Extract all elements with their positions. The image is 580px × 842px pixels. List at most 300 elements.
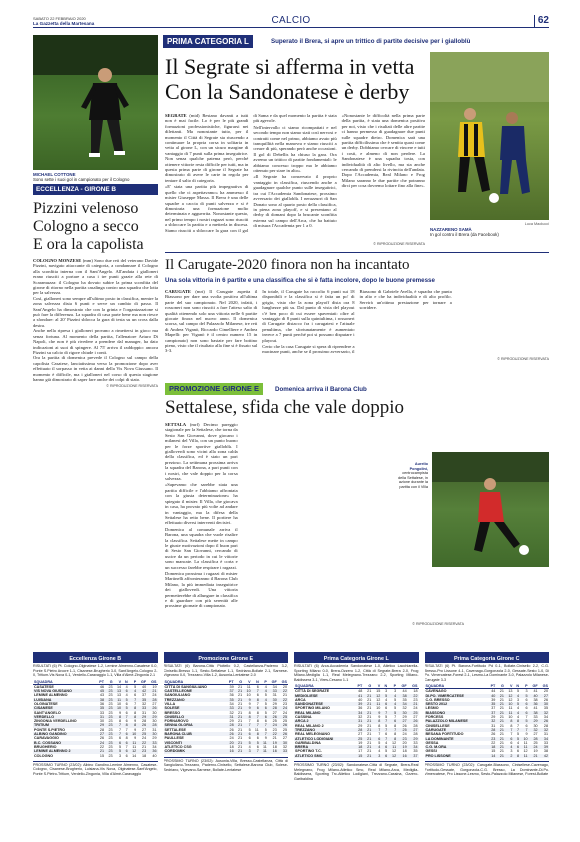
table-cell: 7 [252, 689, 260, 693]
table-cell: 6 [122, 732, 129, 736]
table-cell: 25 [278, 715, 288, 719]
table-cell: 11 [508, 706, 513, 711]
column-header: PT [353, 684, 363, 689]
table-cell: 3 [385, 689, 388, 694]
table-cell: 23 [105, 741, 114, 745]
column-header: GS [147, 680, 157, 685]
table-cell: 7 [114, 723, 123, 727]
table-cell: 29 [229, 719, 234, 724]
table-cell: 23 [272, 727, 277, 732]
table-cell: 37 [225, 689, 234, 693]
table-cell: 21 [499, 697, 504, 702]
table-cell: 5 [520, 719, 529, 723]
caption-name: MICHAEL COTTONE [33, 172, 76, 177]
table-cell: 5 [513, 737, 520, 741]
table-cell: 26 [147, 706, 157, 710]
table-cell: 7 [248, 719, 251, 724]
table-cell: 6 [248, 736, 251, 741]
table-cell: 21 [367, 706, 372, 711]
table-cell: B.C. COSSANO [33, 741, 96, 745]
table-cell: 21 [235, 749, 244, 753]
table-cell: 21 [142, 744, 147, 749]
table-cell: 32 [529, 728, 539, 732]
table-cell: 21 [499, 740, 504, 745]
table-cell: 10 [129, 732, 138, 736]
table-cell: 26 [491, 732, 496, 737]
table-cell: 6 [125, 710, 128, 715]
table-cell: 26 [402, 723, 407, 728]
table-cell: 46 [99, 684, 105, 689]
table-cell: 26 [539, 719, 549, 723]
table-cell: 18 [272, 744, 277, 749]
table-cell: 9 [134, 736, 137, 741]
caption-name: NAZZARENO SAMÀ [430, 227, 472, 233]
table-cell: 41 [353, 694, 363, 698]
table-cell: 6 [125, 701, 128, 706]
table-cell: 32 [282, 744, 287, 749]
table-cell: 31 [152, 727, 157, 732]
table-cell: 7 [129, 698, 138, 702]
table-cell: 25 [408, 711, 419, 715]
table-cell: 10 [505, 702, 514, 706]
table-cell: 7 [122, 715, 129, 719]
column-header: GF [137, 680, 147, 685]
table-cell: 23 [413, 697, 418, 702]
settalese-headline: Settalese, sfida che vale doppio [165, 397, 405, 418]
table-cell: 36 [358, 706, 363, 711]
table-cell: 35 [413, 749, 418, 754]
table-cell: 23 [108, 710, 113, 715]
table-cell: 10 [117, 701, 122, 706]
table-cell: 29 [137, 715, 147, 719]
table-cell: 35 [137, 698, 147, 702]
table-cell: ZINGONIA VERDELLINO [34, 719, 77, 724]
table-cell: 25 [272, 719, 277, 724]
table-cell: ALBINO GANDINO [33, 732, 96, 736]
table-cell: 31 [353, 719, 363, 723]
table-cell: 21 [235, 723, 244, 727]
table-cell: 4 [513, 694, 520, 698]
standings-block [294, 652, 419, 830]
table-cell: 28 [529, 737, 539, 741]
table-cell: 36 [99, 701, 105, 706]
table-cell: 27 [408, 728, 419, 732]
table-cell: CASATESE [34, 684, 54, 689]
table-cell: 26 [408, 719, 419, 723]
table-cell: 8 [510, 723, 513, 728]
table-cell: LEMINE ALMENNO [34, 693, 68, 698]
table-cell: 5 [264, 710, 267, 715]
table-cell: 7 [520, 728, 529, 732]
table-cell: 23 [137, 749, 147, 753]
table-cell: 8 [256, 710, 259, 715]
table-cell: 6 [260, 706, 268, 710]
table-cell: 21 [282, 693, 287, 698]
table-cell: 39 [229, 684, 234, 689]
table-cell: 43 [99, 693, 105, 698]
table-cell: 23 [105, 715, 114, 719]
table-cell: 6 [256, 736, 259, 741]
table-cell: 37 [142, 693, 147, 698]
header-paper: La Gazzetta della Martesana [33, 21, 95, 26]
table-cell: CINISELLO [164, 715, 226, 719]
table-cell: 6 [252, 706, 260, 710]
table-cell: 29 [272, 701, 277, 706]
table-cell: 40 [142, 684, 147, 689]
table-cell: TREZZANO [164, 698, 226, 702]
table-cell: 2 [505, 754, 514, 758]
table-cell: 6 [385, 706, 388, 711]
table-cell: 21 [529, 754, 539, 758]
table-cell: 8 [243, 715, 252, 719]
table-cell: OLGINATESE [34, 701, 58, 706]
table-cell: ARCA 2 [294, 719, 353, 723]
table-cell: 9 [264, 736, 267, 741]
table-cell: 4 [385, 697, 388, 702]
table-cell: 19 [152, 684, 157, 689]
table-cell: 29 [408, 737, 419, 741]
table-cell: 28 [225, 723, 234, 727]
table-cell: 41 [533, 706, 538, 711]
table-cell: 21 [238, 736, 243, 741]
column-header: PT [487, 684, 496, 689]
table-cell: ATLETICO LODIGIANI [294, 737, 353, 741]
table-cell: 25 [282, 727, 287, 732]
table-cell: 24 [229, 736, 234, 741]
table-cell: 3 [119, 753, 122, 758]
table-cell: 21 [363, 694, 372, 698]
table-cell: 5 [264, 727, 267, 732]
table-cell: 26 [543, 697, 548, 702]
table-cell: REAL MILANO 2 [295, 723, 324, 728]
table-cell: 23 [108, 701, 113, 706]
dateline: SETTALA [165, 422, 187, 427]
table-cell: VIS NOVA GIUSSANO [33, 689, 96, 693]
table-cell: 8 [388, 737, 397, 741]
table-cell: 12 [129, 749, 138, 753]
standings-title: Prima Categoria Girone L [294, 655, 419, 663]
table-cell: 5 [122, 698, 129, 702]
table-cell: 8 [513, 754, 520, 758]
table-cell: TRITIUM [33, 723, 96, 727]
table-cell: 6 [260, 715, 268, 719]
table-cell: 18 [487, 745, 496, 749]
table-cell: 23 [105, 749, 114, 753]
standings-block [164, 652, 289, 830]
table-cell: 7 [256, 701, 259, 706]
table-cell: CORDOMIK [164, 749, 226, 753]
table-cell: 28 [487, 728, 496, 732]
table-cell: FORNAROVO [164, 719, 189, 724]
table-cell: 16 [268, 749, 278, 753]
table-cell: 18 [229, 744, 234, 749]
table-cell: 19 [533, 749, 538, 754]
column-header: N [122, 680, 129, 685]
table-cell: 20 [543, 689, 548, 694]
table-cell: 21 [367, 749, 372, 754]
table-cell: 21 [238, 684, 243, 689]
table-cell: 7 [114, 732, 123, 736]
table-cell: 34 [229, 701, 234, 706]
table-cell: 20 [225, 741, 234, 745]
table-cell: 8 [394, 723, 397, 728]
table-cell: 5 [122, 706, 129, 710]
table-cell: 21 [238, 744, 243, 749]
table-cell: 8 [114, 715, 123, 719]
table-cell: 38 [533, 697, 538, 702]
column-header: PT [225, 680, 234, 685]
table-cell: 5 [516, 689, 520, 694]
table-cell: 7 [513, 728, 520, 732]
headline-line-2: Con la Sandonatese è derby [165, 79, 410, 104]
table-cell: 21 [363, 745, 372, 749]
table-cell: SANT'ANGELO [34, 710, 61, 715]
carugate-deck: Una sola vittoria in 6 partite e una classifica che si è fatta incolore, dopo le buone premesse [165, 277, 435, 284]
table-cell: CASSINA [295, 715, 312, 720]
table-cell: 21 [496, 719, 505, 723]
table-cell: 7 [525, 715, 528, 720]
table-cell: 12 [372, 694, 381, 698]
table-cell: 27 [533, 732, 538, 737]
results-text: RISULTATI (6) Pt. Barona-Fortitudo Pd 0-1, Bollate-Cinisello 2-2, C.G. Bresso-Pro Lissone 4-1, Cavenago-Gorgonzola 2-0, Gessate-Sesto 1-0, Di Po. Vimercatese-Forest 2-1, Lesmo-La Dominante 3-0, Palazzolo Milanese-Carugate 3-3 [424, 664, 549, 682]
table-cell: 3 [525, 689, 528, 694]
table-cell: 6 [520, 702, 529, 706]
standings-table [33, 680, 158, 758]
table-cell: 39 [539, 745, 549, 749]
table-cell: 38 [543, 749, 548, 754]
column-header: SQUADRA [294, 684, 353, 689]
table-cell: 6 [388, 719, 397, 723]
copyright-note: © RIPRODUZIONE RISERVATA [106, 384, 158, 389]
table-cell: 23 [108, 744, 113, 749]
table-cell: 21 [238, 727, 243, 732]
table-cell: 19 [397, 745, 408, 749]
table-cell: 6 [119, 736, 122, 741]
table-cell: 32 [229, 710, 234, 715]
table-cell: 22 [408, 694, 419, 698]
table-cell: 4 [385, 740, 388, 745]
settalese-kicker-row [165, 383, 549, 395]
table-cell: 16 [225, 749, 234, 753]
table-cell: ATLETICO SMC [294, 754, 353, 758]
copyright-note: © RIPRODUZIONE RISERVATA [497, 357, 549, 361]
table-cell: 11 [246, 684, 251, 689]
table-cell: 21 [496, 745, 505, 749]
next-round-text: PROSSIMO TURNO (23/02): Ausonia-Villa, Bresso-Castellanza, Città di Sangiuliano-Trezzano, Paderno-Cinisello, Settalese-Barona Club, Solese-Sedriano, Vigevano-Sarnese, Bollate-Lentatese [163, 758, 288, 772]
column-header: N [252, 680, 260, 685]
table-cell: 21 [367, 732, 372, 737]
table-cell: 40 [152, 753, 157, 758]
table-cell: SPORTING MILANO [295, 706, 330, 711]
table-cell: 23 [108, 693, 113, 698]
table-cell: LA DOMINANTE [425, 737, 487, 741]
headline-line-1: Il Segrate si afferma in vetta [165, 54, 415, 79]
standings-table [164, 680, 289, 754]
table-cell: 21 [238, 701, 243, 706]
table-cell: 35 [487, 702, 496, 706]
table-cell: 21 [363, 702, 372, 706]
table-cell: 6 [125, 753, 128, 758]
table-cell: 26 [278, 732, 288, 736]
table-cell: 13 [114, 689, 123, 693]
column-header: SQUADRA [425, 684, 487, 689]
column-header: GS [278, 680, 288, 685]
column-header: GF [397, 684, 408, 689]
table-cell: 24 [529, 745, 539, 749]
table-cell: LEMINE ALMENNO 2 [33, 749, 96, 753]
table-cell: 23 [105, 732, 114, 736]
table-cell: 21 [235, 732, 244, 736]
table-cell: 9 [243, 706, 252, 710]
column-header: N [381, 684, 388, 689]
table-cell: 5 [516, 732, 520, 737]
table-cell: 8 [256, 719, 259, 724]
table-cell: 25 [137, 732, 147, 736]
table-cell: 26 [225, 732, 234, 736]
table-cell: 7 [516, 723, 520, 728]
table-cell: 21 [496, 728, 505, 732]
table-cell: 18 [402, 749, 407, 754]
eccellenza-label: ECCELLENZA - GIRONE B [33, 184, 158, 195]
next-round-text: PROSSIMO TURNO (23/02): Sandonatese-Città di Segrate, Brera-Real Melegnano, Frog Milano-Atletico Smc, Real Milano-Arca, Mediglia-Baldissera, Sporting Trc-Atletico Lodigiani, Trezzano-Cassina, Ozzero-Garibaldina [294, 763, 419, 781]
table-cell: 23 [108, 684, 113, 689]
standings-title: Prima Categoria Girone C [425, 655, 550, 663]
player-figure-icon [33, 35, 158, 170]
table-cell: 23 [108, 719, 113, 724]
table-cell: 4 [125, 684, 128, 689]
column-header: SQUADRA [33, 680, 96, 685]
table-cell: 6 [513, 745, 520, 749]
table-cell: 4 [388, 694, 397, 698]
table-cell: 20 [282, 684, 287, 689]
table-cell: 21 [235, 741, 244, 745]
table-cell: 14 [487, 754, 496, 758]
table-cell: CARAVAGGIO [34, 736, 59, 741]
column-header: G [105, 680, 114, 685]
table-cell: CINISELLESE [425, 723, 450, 728]
table-cell: CASTELLEONE [164, 689, 226, 693]
table-cell: 10 [246, 693, 251, 698]
table-cell: 24 [96, 741, 105, 745]
table-cell: 11 [129, 741, 138, 745]
table-cell: 21 [363, 719, 372, 723]
table-cell: BRESSO [164, 710, 181, 715]
table-cell: 5 [264, 701, 267, 706]
table-cell: 6 [256, 744, 259, 749]
table-cell: 25 [533, 740, 538, 745]
table-cell: 40 [529, 694, 539, 698]
table-cell: 27 [282, 736, 287, 741]
table-cell: 9 [372, 711, 381, 715]
table-cell: SANDONATESE [294, 702, 353, 706]
table-cell: 27 [358, 732, 363, 737]
column-header: N [513, 684, 520, 689]
table-cell: 10 [114, 706, 123, 710]
table-cell: 27 [152, 701, 157, 706]
table-cell: 11 [520, 754, 529, 758]
results-text: RISULTATI (6) Arca-Accademia Sandonatese 1-0, Atletico Lacchiarella-Sporting Milano 0-0, Brera-Ozzero 1-2, Città di Segrate-Brera 2-0, Frog Milano-Mediglia 1-1, Real Melegnano-Trezzano 2-2, Sporting Milano-Baldissera 3-1, Vires-Cesano 1-1 [294, 664, 419, 682]
table-cell: 11 [523, 740, 528, 745]
table-cell: 3 [516, 697, 520, 702]
table-cell: 33 [413, 740, 418, 745]
table-cell: 17 [358, 749, 363, 754]
table-cell: 26 [268, 715, 278, 719]
table-cell: 5 [378, 740, 381, 745]
table-cell: 8 [129, 706, 138, 710]
table-cell: PRO LISSONE [425, 754, 487, 758]
table-cell: 4 [129, 689, 138, 693]
header-date: SABATO 22 FEBBRAIO 2020 [33, 16, 86, 21]
table-cell: 34 [152, 744, 157, 749]
table-cell: MEDIGLIESE [294, 694, 353, 698]
table-cell: 5 [513, 702, 520, 706]
table-cell: 34 [397, 702, 408, 706]
table-cell: PALAZZOLO MILANESE [425, 719, 487, 723]
table-cell: 27 [397, 719, 408, 723]
table-cell: REAL MELEGNANO [295, 732, 330, 737]
table-cell: SOLESE [164, 706, 226, 710]
table-cell: LESMO [425, 706, 439, 711]
table-cell: 4 [260, 698, 268, 702]
table-cell: BRUGHERIO [34, 744, 57, 749]
table-cell: 21 [363, 754, 372, 758]
table-cell: VERDELLO [33, 715, 96, 719]
table-cell: 27 [96, 732, 105, 736]
table-cell: FORCESS [425, 715, 444, 720]
table-cell: 32 [487, 719, 496, 723]
top-kicker-row [163, 35, 549, 48]
table-cell: 9 [525, 732, 528, 737]
table-cell: 21 [496, 702, 505, 706]
caption-text: In gol contro il Brera (da Facebook) [430, 232, 499, 238]
table-cell: 34 [543, 715, 548, 720]
table-cell: 26 [99, 736, 105, 741]
table-cell: VILLA [164, 701, 176, 706]
table-cell: 35 [96, 706, 105, 710]
table-cell: 27 [413, 715, 418, 720]
table-cell: 32 [539, 711, 549, 715]
table-cell: 33 [533, 715, 538, 720]
table-cell: 7 [510, 732, 513, 737]
copyright-note: © RIPRODUZIONE RISERVATA [373, 242, 425, 246]
table-cell: 4 [378, 749, 381, 754]
standings-block [33, 652, 158, 830]
category-label: PRIMA CATEGORIA L [163, 35, 253, 48]
table-cell: 29 [147, 715, 157, 719]
dateline: CARUGATE [165, 289, 191, 294]
table-cell: SANGIULIANO [164, 693, 191, 698]
table-cell: 28 [147, 698, 157, 702]
table-cell: 6 [122, 749, 129, 753]
column-header: P [260, 680, 268, 685]
table-cell: 7 [381, 711, 388, 715]
table-cell: 24 [282, 710, 287, 715]
table-cell: 29 [152, 736, 157, 741]
table-cell: 6 [122, 689, 129, 693]
table-cell: 4 [125, 693, 128, 698]
table-cell: 21 [363, 728, 372, 732]
table-cell: 4 [516, 706, 520, 711]
table-cell: 23 [105, 689, 114, 693]
table-cell: 24 [152, 693, 157, 698]
table-cell: 22 [268, 732, 278, 736]
table-cell: 32 [358, 715, 363, 720]
table-cell: 6 [381, 702, 388, 706]
table-cell: SETTALESE [164, 727, 186, 732]
photo-sama [430, 52, 549, 220]
column-header: V [243, 680, 252, 685]
table-cell: 21 [367, 697, 372, 702]
